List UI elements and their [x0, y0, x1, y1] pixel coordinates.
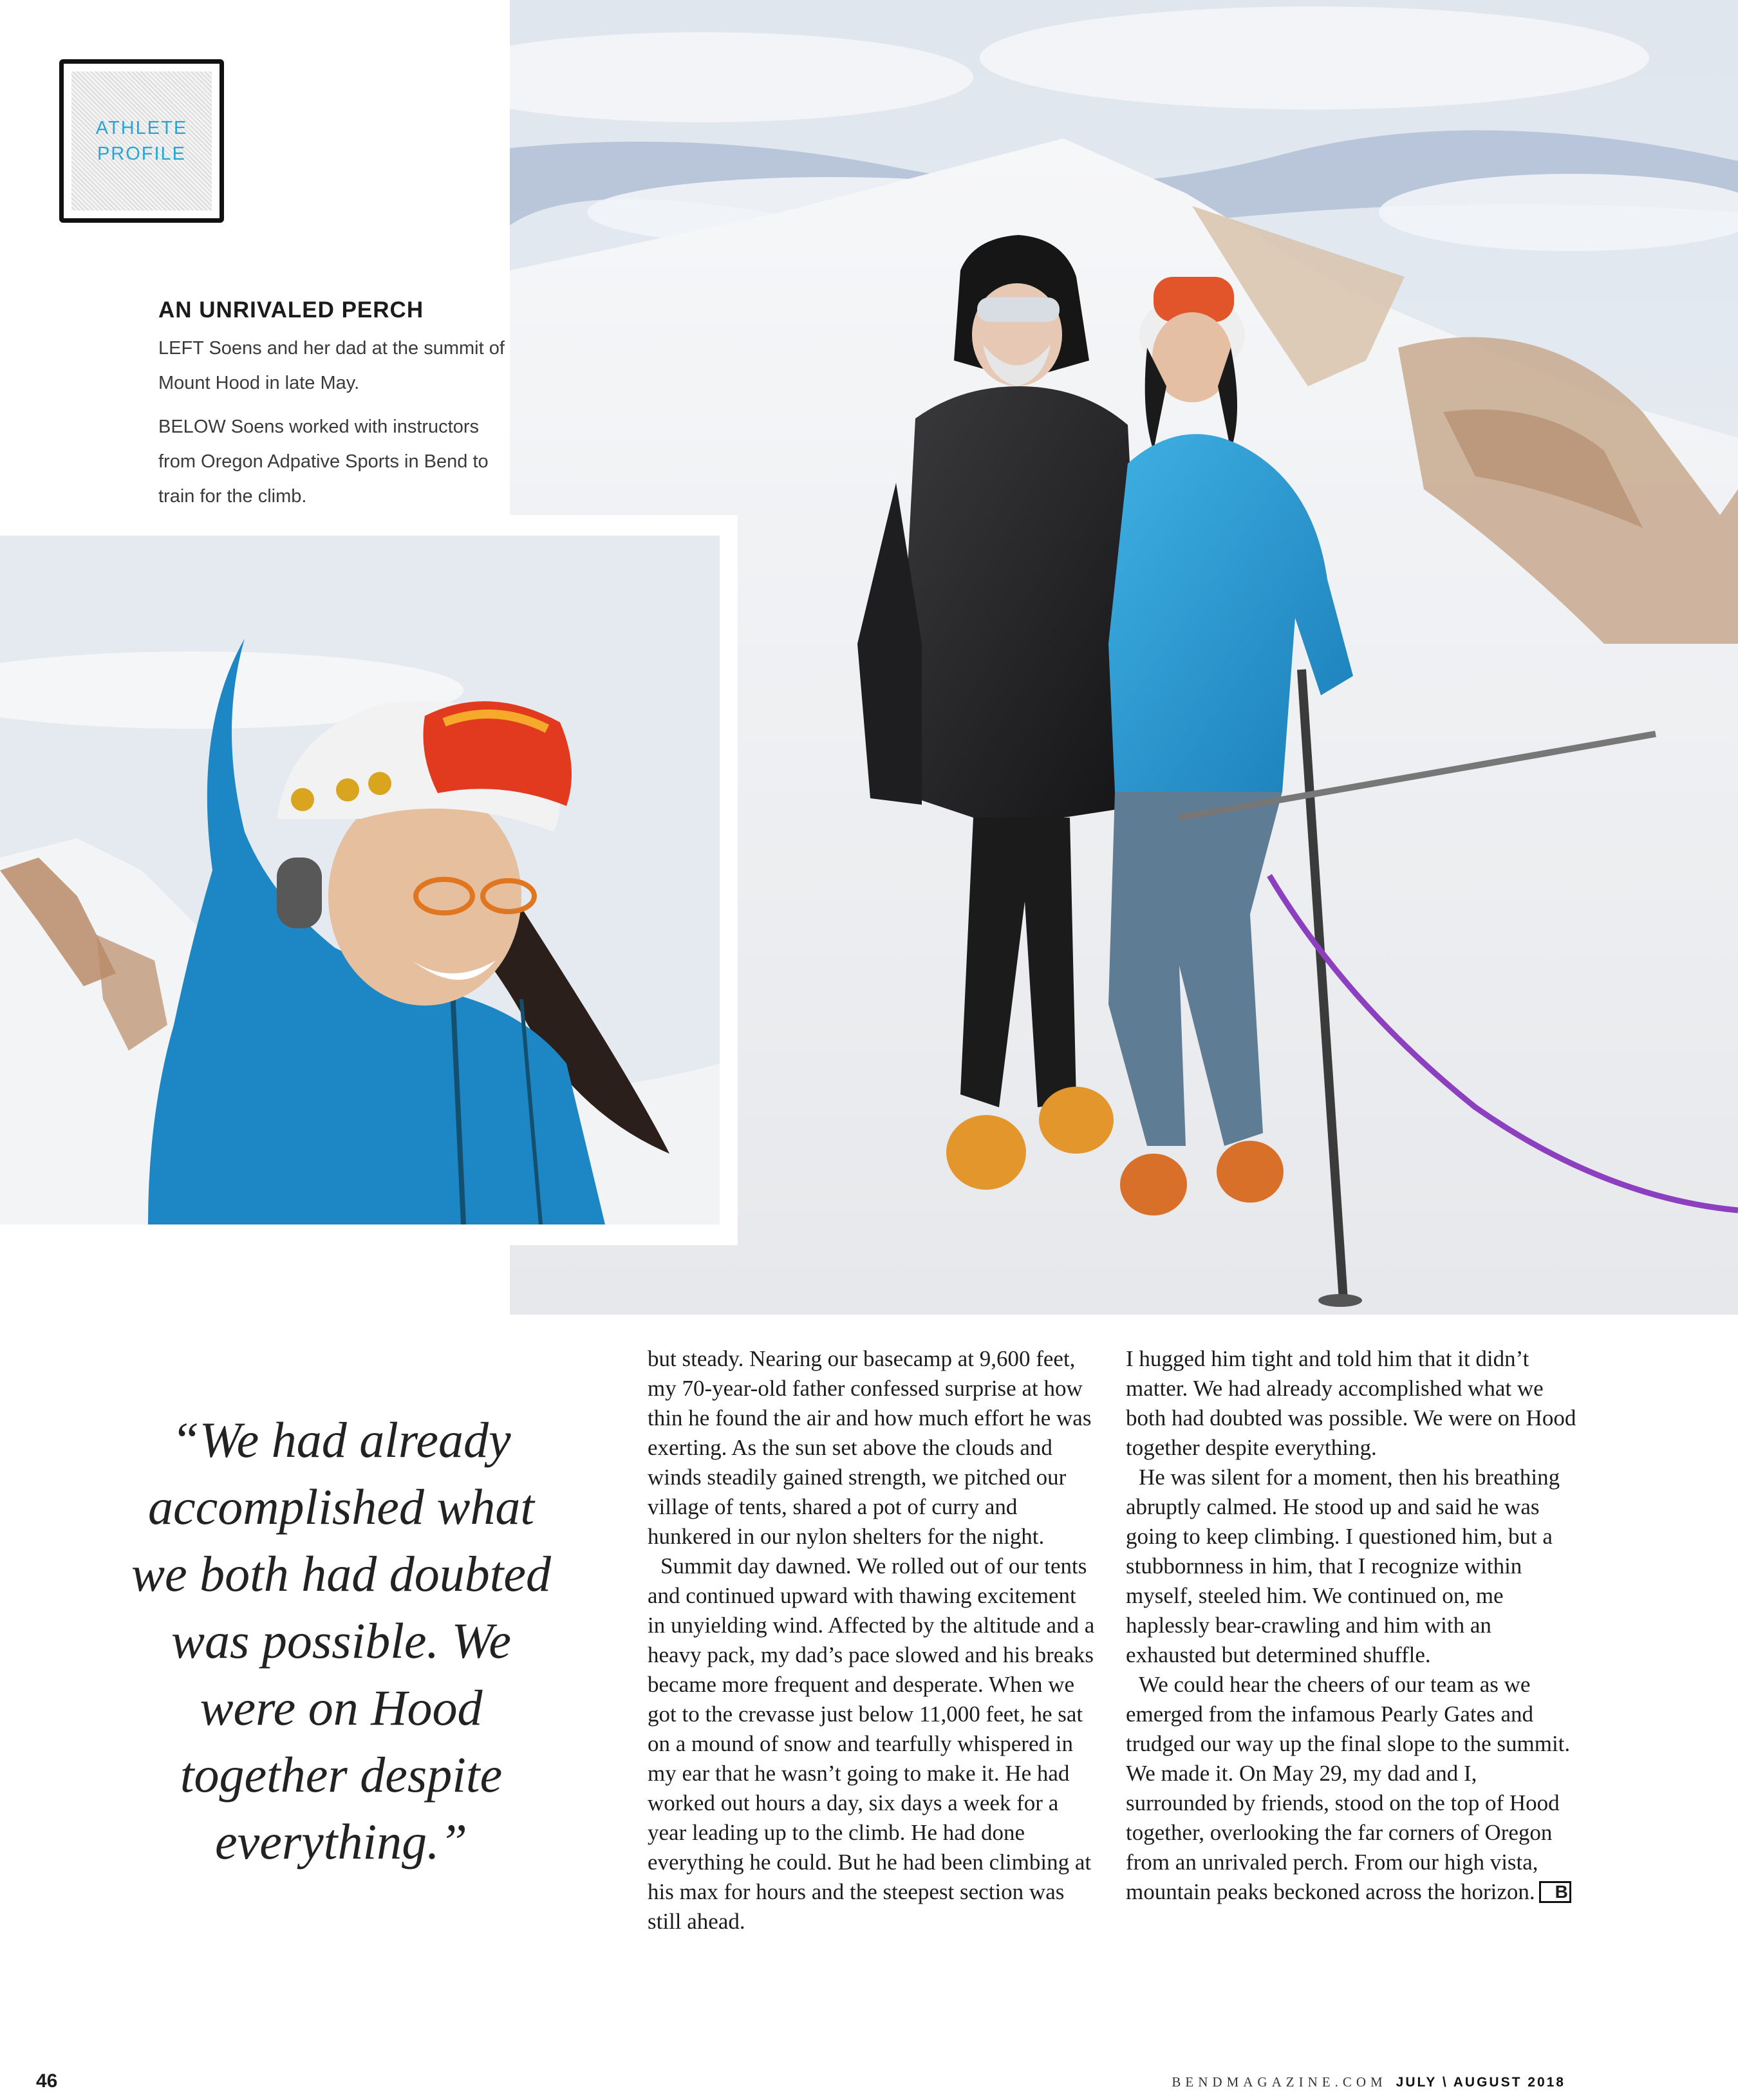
badge-label	[96, 115, 187, 167]
body-column-1	[648, 1344, 1098, 1936]
body-paragraph-text: We could hear the cheers of our team as we emerged from the infamous Pearly Gates and trudged our way up the final slope to the summit. We made it. On May 29, my dad and I, surrounded by friends, stood on the top of Hood together, overlooking the far corners of Oregon from an unrivaled perch. From our high vista, mountain peaks beckoned across the horizon.	[1126, 1672, 1571, 1904]
body-paragraph: but steady. Nearing our basecamp at 9,600 feet, my 70-year-old father confessed surprise at how thin he found the air and how much effort he was exerting. As the sun set above the clouds and winds steadily gained strength, we pitched our village of tents, shared a pot of curry and hunkered in our nylon shelters for the night.	[648, 1346, 1092, 1549]
badge-line-2: PROFILE	[97, 144, 187, 164]
footer-site: BENDMAGAZINE.COM	[1172, 2074, 1387, 2090]
pull-quote: “We had already accomplished what we both had doubted was possible. We were on Hood together despite everything.”	[131, 1412, 552, 1870]
inset-photo-illustration	[0, 536, 720, 1224]
body-paragraph: I hugged him tight and told him that it didn’t matter. We had already accomplished what we both had doubted was possible. We were on Hood together despite everything.	[1126, 1346, 1576, 1460]
athlete-profile-badge	[59, 59, 224, 223]
badge-pattern	[71, 71, 212, 211]
inset-photo	[0, 536, 720, 1224]
end-mark-logo: B	[1539, 1881, 1571, 1903]
footer-issue: JULY \ AUGUST 2018	[1396, 2075, 1565, 2090]
caption-below-text: Soens worked with instructors from Oregon Adpative Sports in Bend to train for the climb.	[158, 417, 489, 507]
body-paragraph: He was silent for a moment, then his breathing abruptly calmed. He stood up and said he was going to keep climbing. I questioned him, but a stubbornness in him, that I recognize within myself, steeled him. We continued on, me haplessly bear-crawling and him with an exhausted but determined shuffle.	[1126, 1465, 1560, 1667]
badge-line-1: ATHLETE	[95, 118, 188, 138]
caption-left	[158, 331, 506, 400]
caption-title: AN UNRIVALED PERCH	[158, 297, 424, 323]
caption-below-label: BELOW	[158, 417, 226, 437]
body-column-2	[1126, 1344, 1576, 1907]
body-paragraph-final	[1126, 1670, 1576, 1907]
page-number: 46	[36, 2070, 58, 2092]
photo-caption	[158, 297, 506, 523]
footer-publication	[1172, 2074, 1565, 2090]
caption-left-label: LEFT	[158, 338, 204, 359]
body-paragraph: Summit day dawned. We rolled out of our tents and continued upward with thawing excitement in unyielding wind. Affected by the altitude and a heavy pack, my dad’s pace slowed and his breaks became more frequent and desperate. When we got to the crevasse just below 11,000 feet, he sat on a mound of snow and tearfully whispered in my ear that he wasn’t going to make it. He had worked out hours a day, six days a week for a year leading up to the climb. He had done everything he could. But he had been climbing at his max for hours and the steepest section was still ahead.	[648, 1553, 1095, 1934]
caption-below	[158, 409, 506, 514]
caption-left-text: Soens and her dad at the summit of Mount Hood in late May.	[158, 338, 505, 393]
